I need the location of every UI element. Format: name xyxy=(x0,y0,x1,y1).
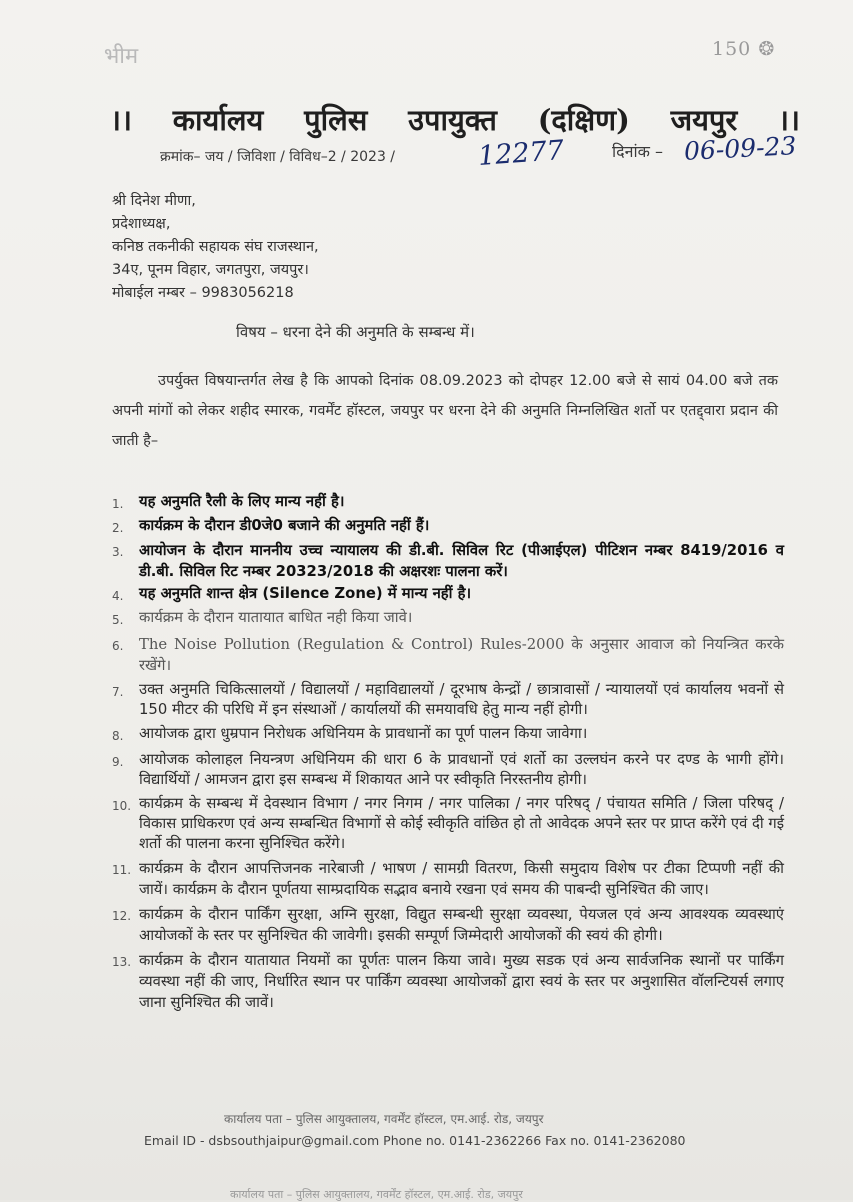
condition-item xyxy=(112,950,784,1013)
address-line: प्रदेशाध्यक्ष, xyxy=(112,216,171,232)
bhim-logo-caption xyxy=(86,72,156,79)
condition-text: आयोजक द्वारा धुम्रपान निरोधक अधिनियम के प्रावधानों का पूर्ण पालन किया जावेगा। xyxy=(139,725,588,742)
condition-number: 1. xyxy=(112,497,124,511)
heading-word-3: उपायुक्त xyxy=(408,103,497,137)
address-line: 34ए, पूनम विहार, जगतपुरा, जयपुर। xyxy=(112,262,309,278)
handwritten-reference-number: 12277 xyxy=(477,135,565,172)
condition-number: 2. xyxy=(112,521,124,535)
subject-line: विषय – धरना देने की अनुमति के सम्बन्ध में। xyxy=(236,323,475,341)
condition-text: उक्त अनुमति चिकित्सालयों / विद्यालयों / महाविद्यालयों / दूरभाष केन्द्रों / छात्रावासों / न्यायालयों एवं कार्यालय भवनों से 150 मीटर की परिधि में इन संस्थाओं / कार्यालयों की समयावधि हेतु मान्य नहीं होगी। xyxy=(139,681,784,718)
condition-text: आयोजन के दौरान माननीय उच्च न्यायालय की डी.बी. सिविल रिट (पीआईएल) पीटिशन नम्बर 8419/2016 व डी.बी. सिविल रिट नम्बर 20323/2018 की अक्षरशः पालना करें। xyxy=(139,542,784,580)
condition-text: यह अनुमति शान्त क्षेत्र (Silence Zone) में मान्य नहीं है। xyxy=(139,585,472,602)
condition-text: कार्यक्रम के सम्बन्ध में देवस्थान विभाग / नगर निगम / नगर पालिका / नगर परिषद् / पंचायत समिति / जिला परिषद् / विकास प्राधिकरण एवं अन्य सम्बन्धित विभागों से कोई स्वीकृति वांछित हो तो आवेदक अपने स्तर पर प्राप्त करेंगे एवं दी गई शर्तो की पालना करना सुनिश्चित करेंगे। xyxy=(139,795,784,852)
heading-close-mark: ।। xyxy=(778,103,800,137)
condition-text: The Noise Pollution (Regulation & Control) Rules-2000 के अनुसार आवाज को नियन्त्रित करके रखेंगे। xyxy=(139,636,784,674)
handwritten-date: 06-09-23 xyxy=(683,131,798,166)
body-paragraph: उपर्युक्त विषयान्तर्गत लेख है कि आपको दिनांक 08.09.2023 को दोपहर 12.00 बजे से सायं 04.00 बजे तक अपनी मांगों को लेकर शहीद स्मारक, गवर्मेंट हॉस्टल, जयपुर पर धरना देने की अनुमति निम्नलिखित शर्तो पर एतद्द्वारा प्रदान की जाती है– xyxy=(112,373,778,449)
heading-word-2: पुलिस xyxy=(304,103,368,137)
condition-item xyxy=(112,858,784,900)
heading-word-1: कार्यालय xyxy=(172,103,264,137)
condition-number: 4. xyxy=(112,589,124,603)
condition-text: कार्यक्रम के दौरान डी0जे0 बजाने की अनुमति नहीं हैं। xyxy=(139,517,430,534)
bhim-logo-text: भीम xyxy=(103,44,139,69)
condition-item xyxy=(112,516,784,538)
anniversary-logo-caption xyxy=(712,60,782,72)
anniversary-number: 150 xyxy=(712,38,752,60)
office-heading xyxy=(110,100,800,139)
address-line: कनिष्ठ तकनीकी सहायक संघ राजस्थान, xyxy=(112,239,319,255)
condition-item xyxy=(112,794,784,854)
condition-number: 9. xyxy=(112,755,124,769)
condition-item xyxy=(112,634,784,676)
condition-text: कार्यक्रम के दौरान यातायात नियमों का पूर्णतः पालन किया जावे। मुख्य सडक एवं अन्य सार्वजनिक स्थानों पर पार्किंग व्यवस्था नहीं की जाए, निर्धारित स्थान पर पार्किंग व्यवस्था आयोजकों द्वारा स्वयं के स्तर पर अनुशासित वॉलन्टियर्स लगाए जाना सुनिश्चित की जावें। xyxy=(139,952,784,1011)
reference-label: क्रमांक– जय / जिविशा / विविध–2 / 2023 / xyxy=(160,149,396,165)
conditions-list xyxy=(112,492,784,1013)
condition-text: आयोजक कोलाहल नियन्त्रण अधिनियम की धारा 6 के प्रावधानों एवं शर्तो का उल्लघंन करने पर दण्ड के भागी होंगे। विद्यार्थियों / आमजन द्वारा इस सम्बन्ध में शिकायत आने पर स्वीकृति निरस्तनीय होगी। xyxy=(139,751,784,788)
reference-line xyxy=(160,131,830,178)
condition-number: 8. xyxy=(112,729,124,743)
condition-number: 10. xyxy=(112,799,132,813)
condition-number: 3. xyxy=(112,545,124,559)
footer-address: कार्यालय पता – पुलिस आयुक्तालय, गवर्मेंट हॉस्टल, एम.आई. रोड, जयपुर xyxy=(224,1112,544,1126)
condition-item xyxy=(112,904,784,946)
condition-number: 12. xyxy=(112,909,132,923)
condition-number: 7. xyxy=(112,685,124,699)
condition-number: 6. xyxy=(112,639,124,653)
footer-contact: Email ID - dsbsouthjaipur@gmail.com Phone no. 0141-2362266 Fax no. 0141-2362080 xyxy=(144,1133,686,1148)
chakra-icon: ❂ xyxy=(758,38,776,60)
heading-word-4: (दक्षिण) xyxy=(537,103,630,137)
condition-item xyxy=(112,540,784,582)
heading-open-mark: ।। xyxy=(110,103,132,137)
heading-word-5: जयपुर xyxy=(670,103,738,137)
anniversary-logo-number xyxy=(712,38,782,60)
condition-text: कार्यक्रम के दौरान यातायात बाधित नही किया जावे। xyxy=(139,609,413,626)
address-line: श्री दिनेश मीणा, xyxy=(112,193,196,209)
address-line: मोबाईल नम्बर – 9983056218 xyxy=(112,285,294,301)
anniversary-logo xyxy=(712,38,782,88)
condition-number: 11. xyxy=(112,863,132,877)
condition-number: 5. xyxy=(112,613,124,627)
condition-item xyxy=(112,584,784,606)
condition-text: यह अनुमति रैली के लिए मान्य नहीं है। xyxy=(139,493,345,510)
bhim-logo xyxy=(86,40,156,86)
condition-number: 13. xyxy=(112,955,132,969)
condition-item xyxy=(112,750,784,790)
footer-cut-text: कार्यालय पता – पुलिस आयुक्तालय, गवर्मेंट हॉस्टल, एम.आई. रोड, जयपुर xyxy=(230,1188,523,1201)
condition-item xyxy=(112,608,784,630)
date-label: दिनांक – xyxy=(612,142,664,161)
condition-text: कार्यक्रम के दौरान आपत्तिजनक नारेबाजी / भाषण / सामग्री वितरण, किसी समुदाय विशेष पर टीका टिप्पणी नहीं की जायें। कार्यक्रम के दौरान पूर्णतया साम्प्रदायिक सद्भाव बनाये रखना एवं समय की पाबन्दी सुनिश्चित की जाए। xyxy=(139,860,784,898)
recipient-address xyxy=(112,190,319,305)
condition-item xyxy=(112,680,784,720)
condition-item xyxy=(112,492,784,514)
condition-text: कार्यक्रम के दौरान पार्किंग सुरक्षा, अग्नि सुरक्षा, विद्युत सम्बन्धी सुरक्षा व्यवस्था, पेयजल एवं अन्य आवश्यक व्यवस्थाएं आयोजकों के स्तर पर सुनिश्चित की जावेगी। इसकी सम्पूर्ण जिम्मेदारी आयोजकों की स्वयं की होगी। xyxy=(139,906,784,944)
condition-item xyxy=(112,724,784,746)
